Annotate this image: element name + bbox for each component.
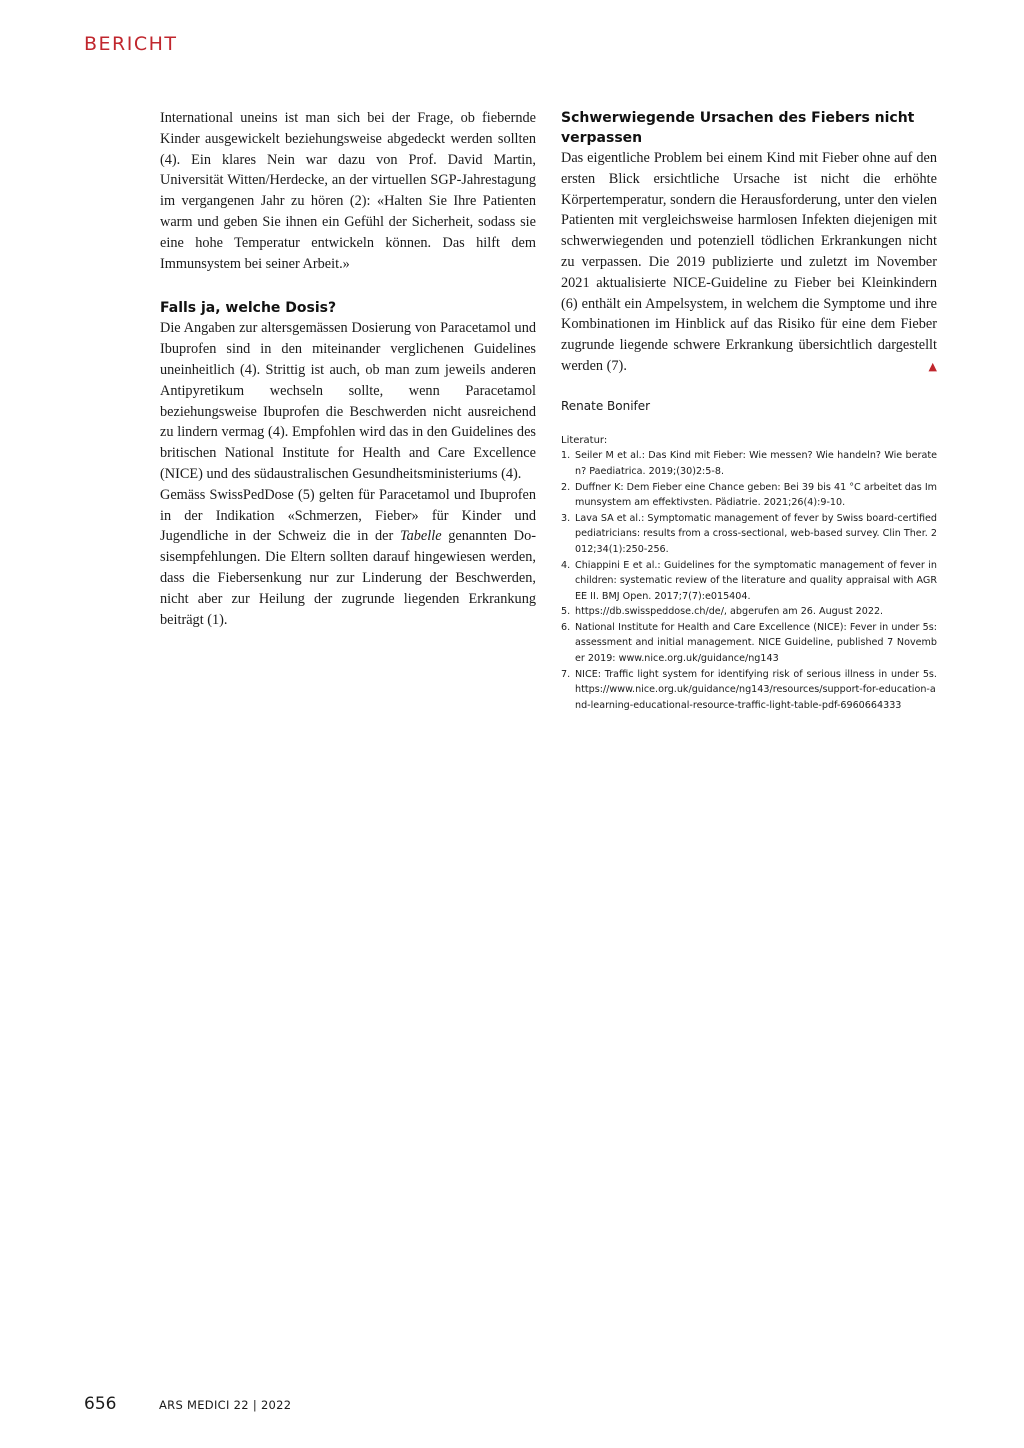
page-footer [84, 1394, 291, 1414]
reference-item [561, 511, 937, 558]
right-column [561, 108, 937, 713]
reference-item [561, 448, 937, 479]
reference-number: 6. [561, 621, 571, 633]
section-label: BERICHT [84, 33, 178, 55]
reference-item [561, 558, 937, 605]
reference-number: 2. [561, 481, 571, 493]
left-column [160, 108, 536, 630]
reference-text: https://db.swisspeddose.ch/de/, abgerufen am 26. August 2022. [575, 606, 884, 618]
reference-text: Seiler M et al.: Das Kind mit Fieber: Wie messen? Wie handeln? Wie beraten? Paediatrica. 2019;(30)2:5-8. [575, 450, 937, 477]
reference-text: Duffner K: Dem Fieber eine Chance geben: Bei 39 bis 41 °C arbeitet das Immunsystem am effektivsten. Pädiatrie. 2021;26(4):9-10. [575, 481, 937, 509]
table-reference: Tabelle [399, 528, 442, 545]
reference-number: 1. [561, 450, 571, 462]
paragraph-dosage-guidelines: Die Angaben zur altersgemässen Dosierung von Paracetamol und Ibuprofen sind in den miteinander verglichenen Guidelines uneinheitlich (4). Strittig ist auch, ob man zum jeweils anderen Antipyretikum wechseln sollte, wenn Paracetamol beziehungsweise Ibuprofen die Beschwerden nicht ausreichend zu lindern vermag (4). Empfohlen wird das in den Guidelines des britischen National Institute for Health and Care Excellence (NICE) und des südaustralischen Gesundheitsministeriums (4). [160, 320, 536, 482]
reference-number: 5. [561, 606, 571, 618]
reference-text: National Institute for Health and Care Excellence (NICE): Fever in under 5s: assessment and initial management. NICE Guideline, published 7 November 2019: www.nice.org.uk/guidance/ng143 [575, 621, 937, 665]
journal-name: ARS MEDICI 22 | 2022 [159, 1398, 292, 1412]
heading-dosage: Falls ja, welche Dosis? [160, 300, 337, 317]
reference-text: NICE: Traffic light system for identifying risk of serious illness in under 5s. https://www.nice.org.uk/guidance/ng143/resources/support-for-education-and-learning-educational-resource-traffic-light-table-pdf-6960664333 [575, 668, 937, 711]
reference-number: 7. [561, 668, 571, 680]
reference-text: Lava SA et al.: Symptomatic management of fever by Swiss board-certified pediatricians: results from a cross-sectional, web-based survey. Clin Ther. 2012;34(1):250-256. [575, 512, 937, 555]
reference-number: 3. [561, 512, 571, 524]
reference-list [561, 448, 937, 713]
heading-serious-causes: Schwerwiegende Ursachen des Fiebers nicht verpassen [561, 110, 915, 146]
paragraph-swisspeddose-part1: Gemäss SwissPedDose (5) gelten für Paracetamol und Ibuprofen in der Indikation «Schmerzen, Fieber» für Kinder und Jugendliche in der Schweiz die in der [160, 486, 536, 545]
reference-number: 4. [561, 559, 571, 571]
literature-heading: Literatur: [561, 434, 608, 446]
reference-item [561, 667, 937, 714]
reference-item [561, 604, 937, 620]
author-name: Renate Bonifer [561, 398, 651, 413]
paragraph-unwrapping: International uneins ist man sich bei der Frage, ob fiebernde Kinder ausgewickelt beziehungsweise abgedeckt werden sollten (4). Ein klares Nein war dazu von Prof. David Martin, Universität Witten/Herdecke, an der virtuellen SGP-Jahrestagung im vergangenen Jahr zu hören (2): «Halten Sie Ihre Patienten warm und geben Sie ihnen ein Gefühl der Sicherheit, sodass sie eine hohe Temperatur entwickeln können. Das hilft dem Immunsystem bei seiner Arbeit.» [160, 110, 536, 272]
paragraph-swisspeddose [160, 485, 536, 631]
reference-item [561, 620, 937, 667]
paragraph-serious-causes [561, 148, 937, 377]
page-number: 656 [84, 1394, 117, 1414]
paragraph-serious-causes-text: Das eigentliche Problem bei einem Kind mit Fieber ohne auf den ersten Blick ersichtliche Ursache ist nicht die erhöhte Körpertemperatur, sondern die Herausforderung, unter den vielen Patienten mit vergleichsweise harmlosen Infekten diejenigen mit schwerwiegenden und potenziell tödlichen Erkrankungen nicht zu verpassen. Die 2019 publizierte und zuletzt im November 2021 aktualisierte NICE-Guideline zu Fieber bei Kleinkindern (6) enthält ein Ampelsystem, in welchem die Symptome und ihre Kombinationen im Hinblick auf das Risiko für eine dem Fieber zugrunde liegende schwere Erkrankung übersichtlich dargestellt werden (7). [561, 150, 937, 374]
reference-text: Chiappini E et al.: Guidelines for the symptomatic management of fever in children: systematic review of the literature and quality appraisal with AGREE II. BMJ Open. 2017;7(7):e015404. [575, 559, 937, 602]
red-triangle-icon: ▲ [928, 359, 937, 373]
reference-item [561, 480, 937, 511]
paragraph-swisspeddose-part2: genannten Dosisempfehlungen. Die Eltern sollten darauf hingewiesen werden, dass die Fiebersenkung nur zur Linderung der Beschwerden, nicht aber zur Heilung der zugrunde liegenden Erkrankung beiträgt (1). [160, 528, 536, 628]
